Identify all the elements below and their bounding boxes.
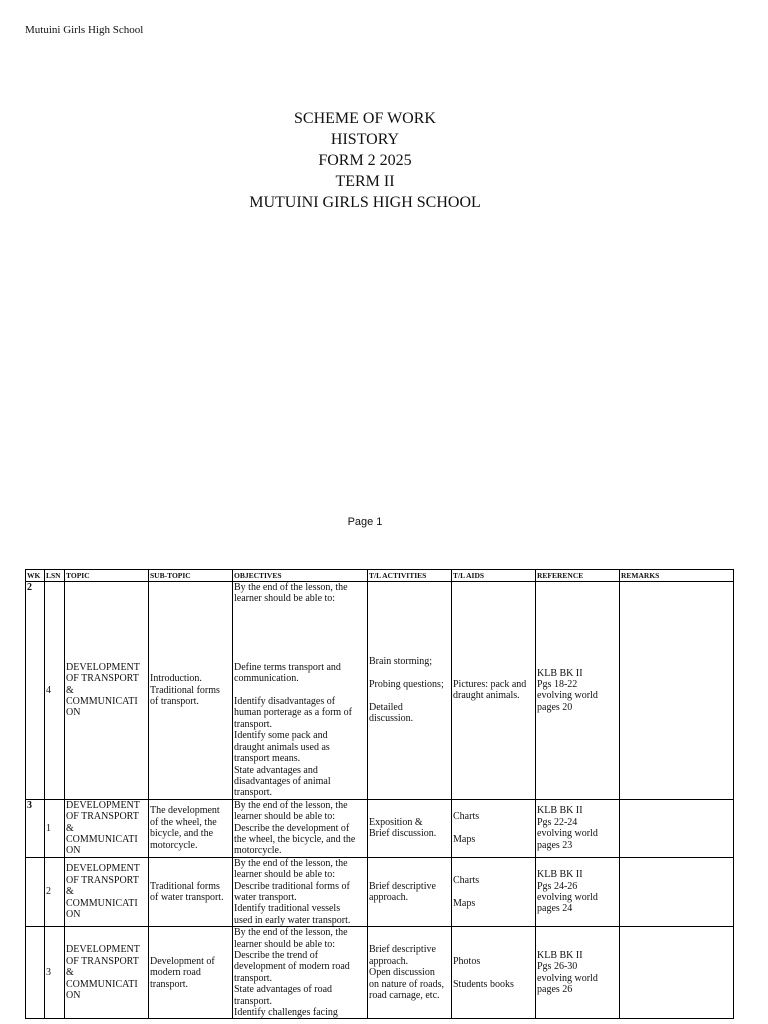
- cell-activities: Brief descriptive approach. Open discussion on nature of roads, road carnage, etc.: [368, 927, 452, 1019]
- cell-remarks: [620, 927, 734, 1019]
- title-line: MUTUINI GIRLS HIGH SCHOOL: [249, 194, 481, 211]
- cell-topic: DEVELOPMENT OF TRANSPORT & COMMUNICATI ON: [65, 857, 149, 926]
- title-block: [0, 108, 730, 213]
- cell-lesson: 2: [45, 857, 65, 926]
- cell-reference: KLB BK II Pgs 18-22 evolving world pages 20: [536, 582, 620, 800]
- title-line: SCHEME OF WORK: [294, 110, 436, 127]
- table-row: [26, 927, 734, 1019]
- table-row: [26, 582, 734, 800]
- cell-week: [26, 857, 45, 926]
- col-header-objectives: OBJECTIVES: [233, 570, 368, 582]
- cell-week: [26, 927, 45, 1019]
- cell-objectives: By the end of the lesson, the learner should be able to: Describe the trend of development of modern road transport. State advantages of road transport. Identify challenges facing: [233, 927, 368, 1019]
- cell-reference: KLB BK II Pgs 24-26 evolving world pages 24: [536, 857, 620, 926]
- cell-objectives: By the end of the lesson, the learner should be able to: Describe the development of the wheel, the bicycle, and the motorcycle.: [233, 799, 368, 857]
- col-header-wk: WK: [26, 570, 45, 582]
- cell-remarks: [620, 582, 734, 800]
- cell-lesson: 3: [45, 927, 65, 1019]
- cell-lesson: 4: [45, 582, 65, 800]
- cell-reference: KLB BK II Pgs 26-30 evolving world pages 26: [536, 927, 620, 1019]
- table-row: [26, 799, 734, 857]
- cell-topic: DEVELOPMENT OF TRANSPORT & COMMUNICATI ON: [65, 799, 149, 857]
- cell-lesson: 1: [45, 799, 65, 857]
- scheme-table: [25, 569, 734, 1019]
- cell-topic: DEVELOPMENT OF TRANSPORT & COMMUNICATI ON: [65, 927, 149, 1019]
- col-header-aids: T/L AIDS: [452, 570, 536, 582]
- cell-objectives: By the end of the lesson, the learner should be able to: Describe traditional forms of water transport. Identify traditional vessels used in early water transport.: [233, 857, 368, 926]
- cell-aids: Charts Maps: [452, 857, 536, 926]
- cell-activities: Exposition & Brief discussion.: [368, 799, 452, 857]
- cell-activities: Brain storming; Probing questions; Detailed discussion.: [368, 582, 452, 800]
- cell-activities: Brief descriptive approach.: [368, 857, 452, 926]
- cell-reference: KLB BK II Pgs 22-24 evolving world pages 23: [536, 799, 620, 857]
- col-header-subtopic: SUB-TOPIC: [149, 570, 233, 582]
- cell-objectives: By the end of the lesson, the learner should be able to: Define terms transport and communication. Identify disadvantages of human porterage as a form of transport. Identify some pack and draught animals used as transport means. State advantages and disadvantages of animal transport.: [233, 582, 368, 800]
- col-header-activities: T/L ACTIVITIES: [368, 570, 452, 582]
- title-line: HISTORY: [330, 131, 400, 148]
- cell-aids: Charts Maps: [452, 799, 536, 857]
- cell-subtopic: Introduction. Traditional forms of transport.: [149, 582, 233, 800]
- running-header: Mutuini Girls High School: [25, 24, 144, 36]
- col-header-topic: TOPIC: [65, 570, 149, 582]
- col-header-remarks: REMARKS: [620, 570, 734, 582]
- cell-remarks: [620, 857, 734, 926]
- title-line: TERM II: [335, 173, 395, 190]
- cell-week: 2: [26, 582, 45, 800]
- col-header-reference: REFERENCE: [536, 570, 620, 582]
- table-header-row: [26, 570, 734, 582]
- cell-remarks: [620, 799, 734, 857]
- title-line: FORM 2 2025: [318, 152, 412, 169]
- cell-subtopic: The development of the wheel, the bicycle, and the motorcycle.: [149, 799, 233, 857]
- cell-topic: DEVELOPMENT OF TRANSPORT & COMMUNICATI ON: [65, 582, 149, 800]
- col-header-lsn: LSN: [45, 570, 65, 582]
- cell-week: 3: [26, 799, 45, 857]
- page-number: Page 1: [347, 516, 383, 528]
- cell-aids: Photos Students books: [452, 927, 536, 1019]
- cell-subtopic: Traditional forms of water transport.: [149, 857, 233, 926]
- cell-subtopic: Development of modern road transport.: [149, 927, 233, 1019]
- table-row: [26, 857, 734, 926]
- cell-aids: Pictures: pack and draught animals.: [452, 582, 536, 800]
